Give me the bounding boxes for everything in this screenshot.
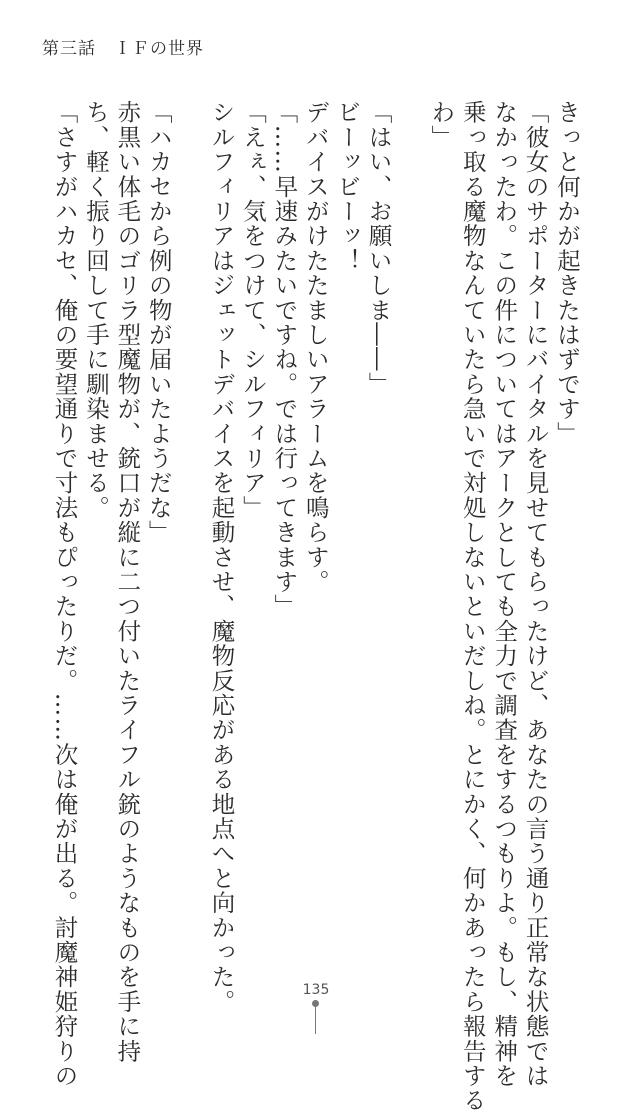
running-head: 第三話 ＩＦの世界 <box>42 39 204 59</box>
text-line: 「えぇ、気をつけて、シルフィリア」 <box>238 100 267 520</box>
text-line: 赤黒い体毛のゴリラ型魔物が、銃口が縦に二つ付いたライフル銃のようなものを手に持 <box>113 100 142 1064</box>
text-line: ち、軽く振り回して手に馴染ませる。 <box>81 100 110 520</box>
text-line: 「ハカセから例の物が届いたようだな」 <box>144 100 173 545</box>
text-line: ビーッビーッ！ <box>333 100 362 273</box>
text-line: 乗っ取る魔物なんていたら急いで対処しないといだしね。とにかく、何かあったら報告する <box>458 100 487 1113</box>
text-line: シルフィリアはジェットデバイスを起動させ、魔物反応がある地点へと向かった。 <box>207 100 236 1014</box>
page-number: 135 <box>302 982 330 998</box>
text-line: デバイスがけたたましいアラームを鳴らす。 <box>301 100 330 594</box>
blank-line <box>394 100 425 940</box>
text-line: 「はい、お願いしま――」 <box>364 100 393 397</box>
text-line: わ」 <box>427 100 456 150</box>
text-line: きっと何かが起きたはずです」 <box>553 100 581 446</box>
blank-line <box>174 100 205 940</box>
text-line: 「彼女のサポーターにバイタルを見せてもらったけど、あなたの言う通り正常な状態では <box>521 100 550 1088</box>
text-line: なかったわ。この件についてはアークとしても全力で調査をするつもりよ。もし、精神を <box>490 100 519 1088</box>
text-line: 「……早速みたいですね。では行ってきます」 <box>270 100 299 619</box>
text-line: 「さすがハカセ、俺の要望通りで寸法もぴったりだ。……次は俺が出る。討魔神姫狩りの <box>50 100 79 1088</box>
page-marker-rule <box>315 1002 316 1034</box>
